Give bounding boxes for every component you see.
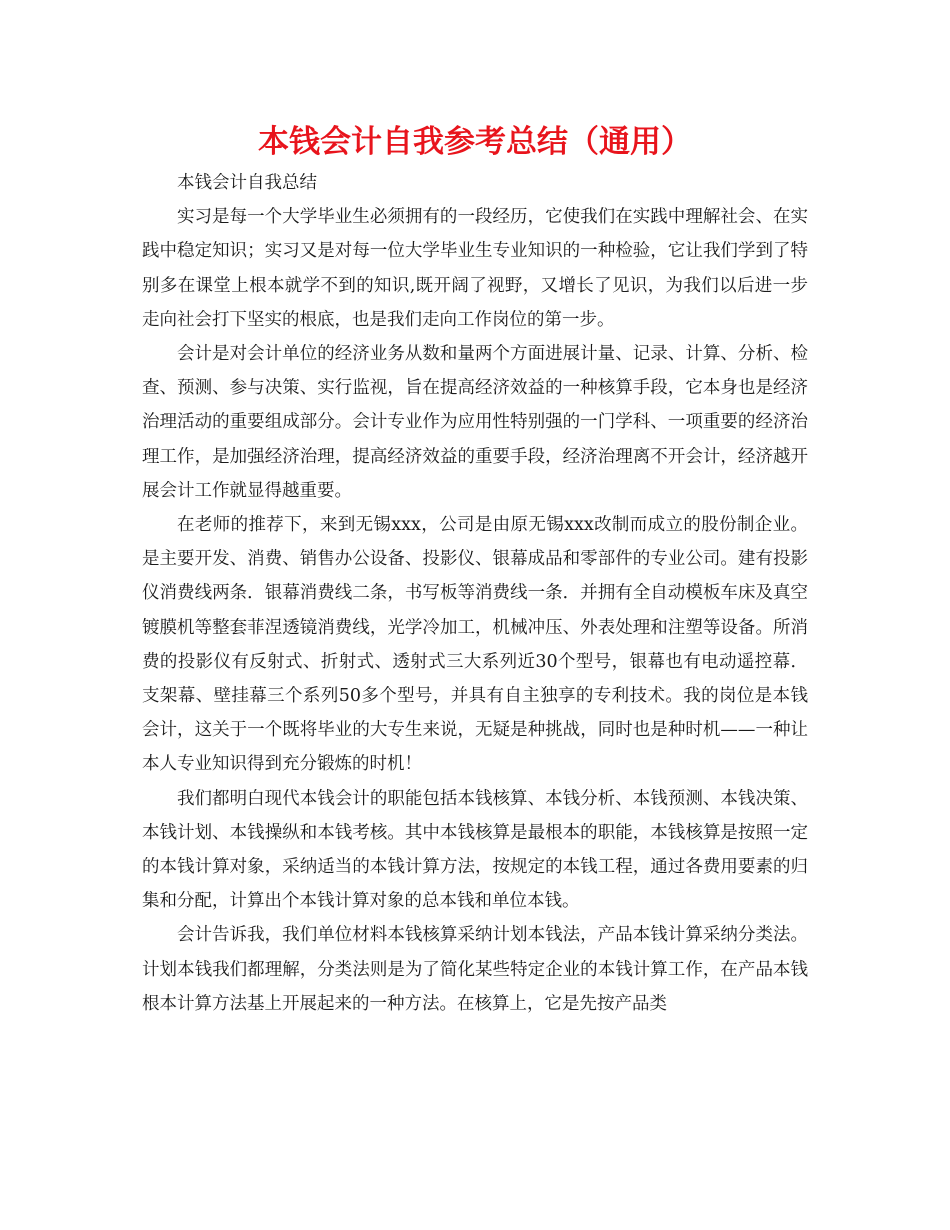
paragraph-company-intro: 在老师的推荐下，来到无锡xxx，公司是由原无锡xxx改制而成立的股份制企业。是主要开发、消费、销售办公设备、投影仪、银幕成品和零部件的专业公司。建有投影仪消费线两条．银幕消费线二条，书写板等消费线一条．并拥有全自动模板车床及真空镀膜机等整套菲涅透镜消费线，光学冷加工，机械冲压、外表处理和注塑等设备。所消费的投影仪有反射式、折射式、透射式三大系列近30个型号，银幕也有电动遥控幕．支架幕、壁挂幕三个系列50多个型号，并具有自主独享的专利技术。我的岗位是本钱会计，这关于一个既将毕业的大专生来说，无疑是种挑战，同时也是种时机——一种让本人专业知识得到充分锻炼的时机！ [142, 515, 808, 775]
paragraph-cost-methods: 会计告诉我，我们单位材料本钱核算采纳计划本钱法，产品本钱计算采纳分类法。计划本钱我们都理解，分类法则是为了简化某些特定企业的本钱计算工作，在产品本钱根本计算方法基上开展起来的一种方法。在核算上，它是先按产品类 [142, 925, 808, 1014]
document-body [142, 166, 808, 1021]
paragraph-accounting-definition: 会计是对会计单位的经济业务从数和量两个方面进展计量、记录、计算、分析、检查、预测、参与决策、实行监视，旨在提高经济效益的一种核算手段，它本身也是经济治理活动的重要组成部分。会计专业作为应用性特别强的一门学科、一项重要的经济治理工作，是加强经济治理，提高经济效益的重要手段，经济治理离不开会计，经济越开展会计工作就显得越重要。 [142, 344, 808, 501]
document-title: 本钱会计自我参考总结（通用） [258, 124, 692, 160]
paragraph-subtitle: 本钱会计自我总结 [177, 173, 317, 193]
paragraph-internship: 实习是每一个大学毕业生必须拥有的一段经历，它使我们在实践中理解社会、在实践中稳定知识；实习又是对每一位大学毕业生专业知识的一种检验，它让我们学到了特别多在课堂上根本就学不到的知识,既开阔了视野，又增长了见识，为我们以后进一步走向社会打下坚实的根底，也是我们走向工作岗位的第一步。 [142, 207, 808, 330]
paragraph-cost-accounting-functions: 我们都明白现代本钱会计的职能包括本钱核算、本钱分析、本钱预测、本钱决策、本钱计划、本钱操纵和本钱考核。其中本钱核算是最根本的职能，本钱核算是按照一定的本钱计算对象，采纳适当的本钱计算方法，按规定的本钱工程，通过各费用要素的归集和分配，计算出个本钱计算对象的总本钱和单位本钱。 [142, 788, 808, 912]
